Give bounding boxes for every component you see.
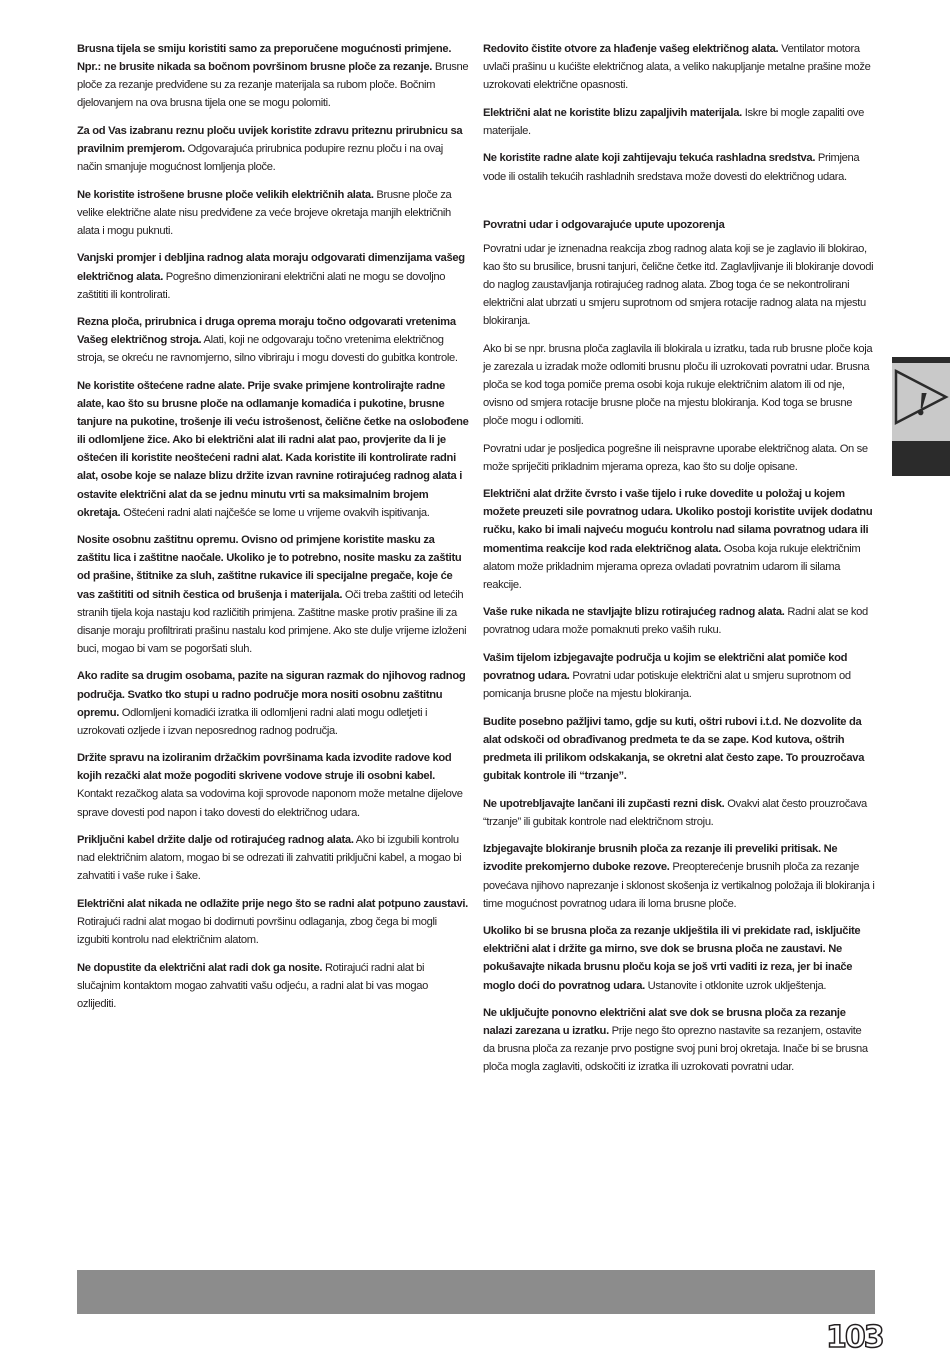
paragraph-bold-lead: Vanjski promjer i debljina radnog alata moraju odgovarati dimenzijama vašeg električnog alata. — [77, 252, 465, 283]
paragraph-bold-lead: Električni alat ne koristite blizu zapaljivih materijala. — [483, 106, 742, 119]
paragraph — [77, 749, 469, 821]
paragraph-text: Povratni udar je iznenadna reakcija zbog radnog alata koji se je zaglavio ili blokirao, kao što su brusilice, brusni tanjuri, čelične četke itd. Zaglavljivanje ili blokiranje dovodi do naglog zaustavljanja rotirajućeg radnog alata. Zbog toga će se nekontrolirani električni alat ubrzati u smjeru suprotnom od smjera rotacije radnog alata na mjestu blokiranja. — [483, 242, 874, 328]
paragraph-text: Ventilator motora uvlači prašinu u kućište električnog alata, a veliko nakupljanje metalne prašine može uzrokovati električne opasnosti. — [483, 43, 871, 92]
paragraph-bold-lead: Za od Vas izabranu reznu ploču uvijek koristite zdravu priteznu prirubnicu sa pravilnim premjerom. — [77, 124, 463, 155]
paragraph-text: Rotirajući radni alat bi slučajnim kontaktom mogao zahvatiti vašu odjeću, a radni alat bi vas mogao ozlijediti. — [77, 961, 428, 1010]
paragraph — [483, 440, 875, 476]
right-column — [483, 40, 875, 1086]
paragraph-text: Rotirajući radni alat mogao bi dodirnuti površinu odlaganja, zbog čega bi mogli izgubiti kontrolu nad električnim alatom. — [77, 916, 437, 947]
paragraph-bold-lead: Brusna tijela se smiju koristiti samo za preporučene mogućnosti primjene. Npr.: ne brusite nikada sa bočnom površinom brusne ploče za rezanje. — [77, 43, 452, 74]
paragraph-text: Ako bi izgubili kontrolu nad električnim alatom, mogao bi se odrezati ili zahvatiti priključni kabel, a mogao bi zahvatiti i vaše ruke i šake. — [77, 834, 462, 883]
paragraph — [77, 377, 469, 522]
paragraph-bold-lead: Rezna ploča, prirubnica i druga oprema moraju točno odgovarati vretenima Vašeg električnog stroja. — [77, 316, 456, 347]
paragraph-text: Brusne ploče za velike električne alate nisu predviđene za veće brojeve okretaja manjih električnih alata i mogu puknuti. — [77, 188, 452, 237]
paragraph-bold-lead: Vaše ruke nikada ne stavljajte blizu rotirajućeg radnog alata. — [483, 606, 785, 619]
paragraph-text: Ovakvi alat često prouzročava “trzanje” ili gubitak kontrole nad električnom stroju. — [483, 797, 867, 828]
paragraph-bold-lead: Ako radite sa drugim osobama, pazite na siguran razmak do njihovog radnog područja. Svatko tko stupi u radno područje mora nositi osobnu zaštitnu opremu. — [77, 670, 466, 719]
paragraph-bold-lead: Električni alat nikada ne odlažite prije nego što se radni alat potpuno zaustavi. — [77, 897, 468, 910]
paragraph — [483, 485, 875, 594]
paragraph — [483, 840, 875, 912]
paragraph — [483, 340, 875, 430]
paragraph-text: Kontakt rezačkog alata sa vodovima koji sprovode naponom može metalne dijelove sprave dovesti pod napon i tako dovesti do električnog udara. — [77, 788, 463, 819]
paragraph-bold-lead: Redovito čistite otvore za hlađenje vašeg električnog alata. — [483, 43, 779, 55]
paragraph-text: Povratni udar je posljedica pogrešne ili neispravne uporabe električnog alata. On se može spriječiti prikladnim mjerama opreza, kao što su dolje opisane. — [483, 442, 868, 473]
paragraph — [483, 104, 875, 140]
paragraph — [483, 40, 875, 94]
paragraph — [483, 713, 875, 785]
paragraph-bold-lead: Nosite osobnu zaštitnu opremu. Ovisno od primjene koristite masku za zaštitu lica i zaštitne naočale. Ukoliko je to potrebno, nosite masku za zaštitu od prašine, štitnike za sluh, zaštitne rukavice ili specijalne pregače, koje će vas zaštititi od sitnih čestica od brušenja i materijala. — [77, 534, 462, 601]
paragraph — [77, 667, 469, 739]
paragraph — [483, 1004, 875, 1076]
page-number: 103 — [826, 1320, 883, 1355]
paragraph — [483, 649, 875, 703]
paragraph-bold-lead: Ne koristite radne alate koji zahtijevaju tekuća rashladna sredstva. — [483, 152, 816, 165]
paragraph — [77, 959, 469, 1013]
paragraph-text: Povratni udar potiskuje električni alat u smjeru suprotnom od pomicanja brusne ploče na mjestu blokiranja. — [483, 670, 851, 701]
paragraph-text: Radni alat se kod povratnog udara može pomaknuti preko vaših ruku. — [483, 606, 868, 637]
paragraph-text: Prije nego što oprezno nastavite sa rezanjem, ostavite da brusna ploča za rezanje prvo postigne svoj puni broj okretaja. Inače bi se brusna ploča mogla zaglaviti, odskočiti iz izratka ili uzrokovati povratni udar. — [483, 1025, 868, 1074]
paragraph — [77, 122, 469, 176]
paragraph-bold-lead: Držite spravu na izoliranim držačkim površinama kada izvodite radove kod kojih rezački alat može pogoditi skrivene vodove struje ili osobni kabel. — [77, 752, 452, 783]
right-column-bottom — [483, 240, 875, 1077]
paragraph-text: Alati, koji ne odgovaraju točno vretenima električnog stroja, se okreću ne ravnomjerno, silno vibriraju i mogu dovesti do gubitka kontrole. — [77, 334, 458, 365]
paragraph — [77, 531, 469, 658]
paragraph — [483, 603, 875, 639]
paragraph-text: Osoba koja rukuje električnim alatom može prikladnim mjerama opreza ovladati povratnim udarom ili silama reakcije. — [483, 542, 861, 591]
paragraph-text: Primjena vode ili ostalih tekućih rashladnih sredstava može dovesti do električnog udara. — [483, 152, 860, 183]
paragraph-bold-lead: Ne uključujte ponovno električni alat sve dok se brusna ploča za rezanje nalazi zarezana u izratku. — [483, 1007, 846, 1038]
paragraph-text: Iskre bi mogle zapaliti ove materijale. — [483, 106, 864, 137]
paragraph-bold-lead: Priključni kabel držite dalje od rotirajućeg radnog alata. — [77, 834, 354, 847]
paragraph-text: Ako bi se npr. brusna ploča zaglavila ili blokirala u izratku, tada rub brusne ploče koja je zarezala u izradak može odlomiti brusnu ploču ili uzrokovati povratni udar. Brusna ploča se kod toga pomiče prema osobi koja rukuje električnim alatom ili od nje, ovisno od smjera rotacije brusne ploče na mjestu blokiranja. Kod toga se brusne ploče mogu i odlomiti. — [483, 342, 873, 427]
paragraph — [77, 895, 469, 949]
paragraph-text: Brusne ploče za rezanje predviđene su za rezanje materijala sa rubom ploče. Bočnim djelovanjem na ova brusna tijela one se mogu polomiti. — [77, 61, 469, 110]
paragraph-bold-lead: Električni alat držite čvrsto i vaše tijelo i ruke dovedite u položaj u kojem možete preuzeti sile povratnog udara. Ukoliko postoji koristite uvijek dodatnu ručku, kako bi imali najveću moguću kontrolu nad silama povratnog udara ili momentima reakcije kod rada električnog alata. — [483, 488, 873, 555]
paragraph — [77, 249, 469, 303]
paragraph-bold-lead: Ne upotrebljavajte lančani ili zupčasti rezni disk. — [483, 797, 725, 810]
paragraph-text: Oštećeni radni alati najčešće se lome u vrijeme ovakvih ispitivanja. — [120, 506, 430, 519]
footer-bar — [77, 1270, 875, 1314]
paragraph — [77, 40, 469, 112]
paragraph-text: Preopterećenje brusnih ploča za rezanje povećava njihovo naprezanje i sklonost skošenja iz vertikalnog položaja ili blokiranja i time mogućnost povratnog udara ili loma brusne ploče. — [483, 861, 875, 910]
paragraph — [483, 795, 875, 831]
paragraph — [483, 149, 875, 185]
paragraph — [77, 313, 469, 367]
paragraph-text: Pogrešno dimenzionirani električni alati ne mogu se dovoljno zaštititi ili kontrolirati. — [77, 270, 446, 301]
paragraph — [483, 922, 875, 994]
paragraph-bold-lead: Ukoliko bi se brusna ploča za rezanje uklještila ili vi prekidate rad, isključite električni alat i držite ga mirno, sve dok se brusna ploča ne zaustavi. Ne pokušavajte nikada brusnu ploču koja se još vrti vaditi iz reza, jer bi inače moglo doći do povratnog udara. — [483, 925, 861, 992]
paragraph-bold-lead: Ne dopustite da električni alat radi dok ga nosite. — [77, 961, 323, 974]
paragraph-bold-lead: Ne koristite istrošene brusne ploče velikih električnih alata. — [77, 188, 374, 201]
section-heading-kickback: Povratni udar i odgovarajuće upute upozorenja — [483, 218, 725, 231]
paragraph — [77, 831, 469, 885]
side-tab — [892, 357, 950, 476]
paragraph-text: Odlomljeni komadići izratka ili odlomljeni radni alati mogu odletjeti i uzrokovati ozljede i izvan neposrednog radnog područja. — [77, 706, 428, 737]
warning-exclamation-icon — [892, 363, 950, 441]
paragraph-bold-lead: Ne koristite oštećene radne alate. Prije svake primjene kontrolirajte radne alate, kao što su brusne ploče na odlamanje komadića i pukotine, brusne tanjure na pukotine, trošenje ili veću istrošenost, čelične četke na oslobođene ili odlomljene žice. Ako bi električni alat ili radni alat pao, provjerite da li je oštećen ili koristite neoštećeni radni alat. Kada koristite ili kontrolirate radni alat, osobe koje se nalaze blizu držite izvan ravnine rotirajućeg radnog alata i ostavite električni alat da se jednu minutu vrti sa maksimalnim brojem okretaja. — [77, 380, 469, 519]
paragraph — [483, 240, 875, 330]
paragraph-text: Odgovarajuća prirubnica podupire reznu ploču i na ovaj način smanjuje mogućnost lomljenja ploče. — [77, 142, 443, 174]
paragraph — [77, 186, 469, 240]
paragraph-text: Oči treba zaštiti od letećih stranih tijela koja nastaju kod različitih primjena. Zaštitne maske protiv prašine ili za disanje moraju profiltrirati prašinu nastalu kod primjene. Ako ste dulje vrijeme izloženi buci, mogao bi vam se pogoršati sluh. — [77, 588, 467, 655]
paragraph-bold-lead: Budite posebno pažljivi tamo, gdje su kuti, oštri rubovi i.t.d. Ne dozvolite da alat odskoči od obrađivanog predmeta te da se zape. Kod kutova, oštrih predmeta ili prilikom odskakanja, se okretni alat često zape. To prouzročava gubitak kontrole ili “trzanje”. — [483, 715, 865, 783]
paragraph-bold-lead: Vašim tijelom izbjegavajte područja u kojim se električni alat pomiče kod povratnog udara. — [483, 652, 848, 683]
paragraph-text: Ustanovite i otklonite uzrok uklještenja. — [644, 979, 827, 992]
svg-text:!: ! — [915, 386, 929, 423]
paragraph-bold-lead: Izbjegavajte blokiranje brusnih ploča za rezanje ili preveliki pritisak. Ne izvodite prekomjerno duboke rezove. — [483, 843, 838, 874]
right-column-top — [483, 40, 875, 186]
left-column — [77, 40, 469, 1023]
